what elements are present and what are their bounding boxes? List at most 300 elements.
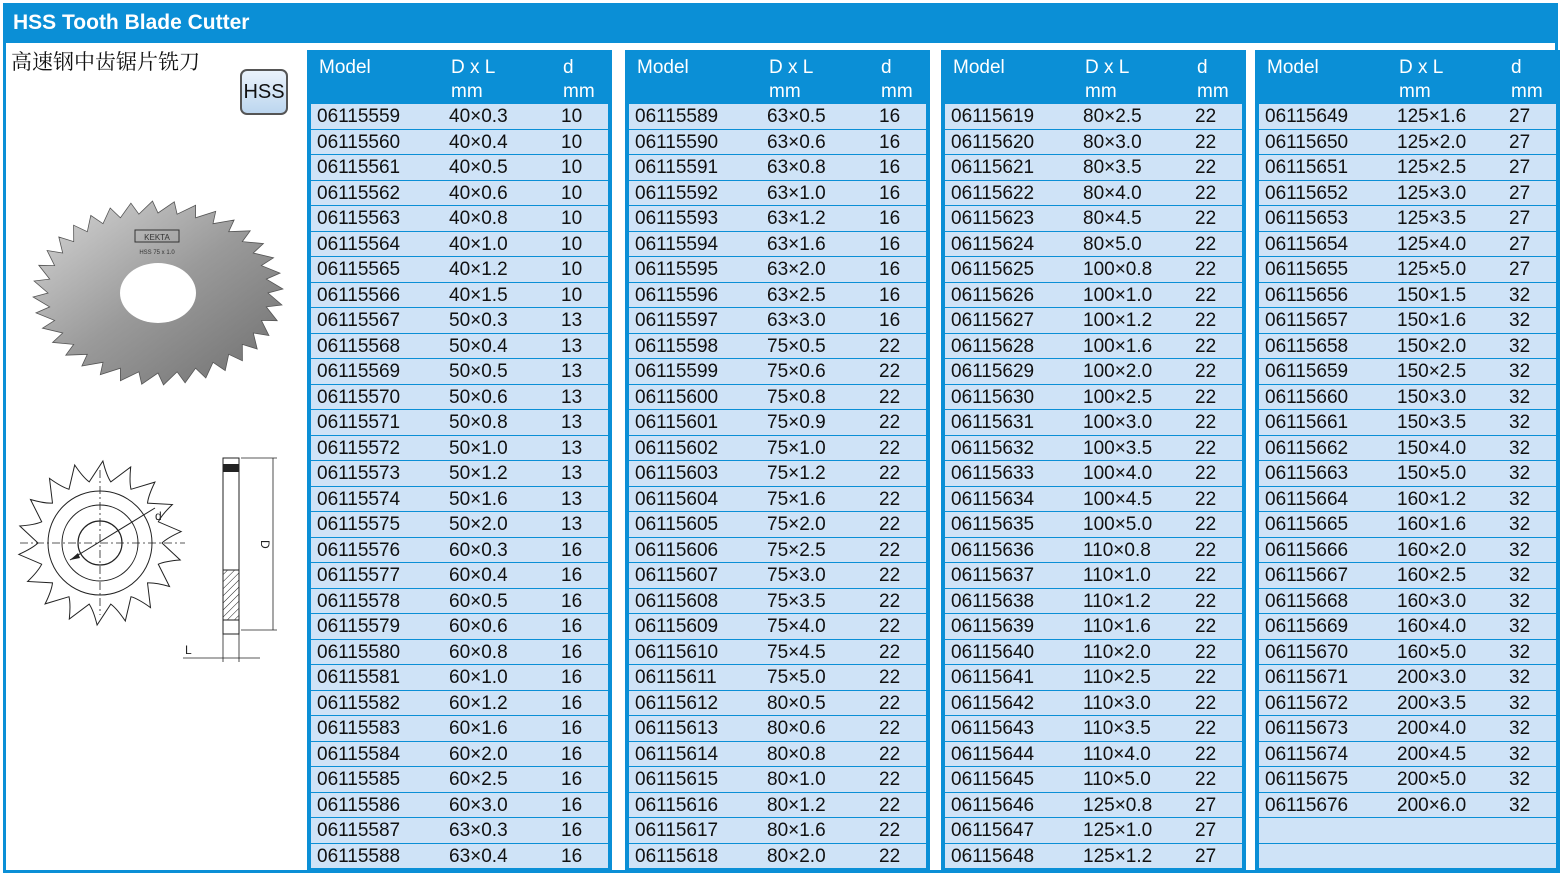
cell-dxl: 60×1.2 [449,692,508,714]
table-row [1259,283,1556,308]
table-row [311,716,608,741]
cell-d: 10 [561,208,583,230]
cell-model: 06115564 [317,233,401,255]
cell-dxl: 75×0.9 [767,412,826,434]
cell-dxl: 40×0.5 [449,157,508,179]
table-row-empty [1259,818,1556,843]
cell-dxl: 125×5.0 [1397,259,1467,281]
technical-drawing [15,450,285,670]
cell-dxl: 60×0.5 [449,590,508,612]
cell-model: 06115645 [951,769,1035,791]
cell-model: 06115583 [317,718,401,740]
cell-d: 22 [1195,743,1217,765]
header-dxl-unit: mm [1399,81,1431,102]
cell-d: 16 [561,641,583,663]
cell-dxl: 40×0.6 [449,182,508,204]
table-row [945,334,1242,359]
bore-dimension-line [70,508,155,560]
cell-dxl: 63×1.2 [767,208,826,230]
cell-model: 06115676 [1265,794,1349,816]
page-title: HSS Tooth Blade Cutter [3,3,1558,43]
cell-model: 06115666 [1265,539,1349,561]
cell-model: 06115640 [951,641,1035,663]
cell-model: 06115597 [635,310,719,332]
cell-dxl: 160×3.0 [1397,590,1467,612]
cell-d: 10 [561,106,583,127]
cell-model: 06115639 [951,616,1035,638]
cell-model: 06115657 [1265,310,1349,332]
table-row [311,818,608,843]
table-row [311,385,608,410]
cell-model: 06115610 [635,641,719,663]
cell-d: 13 [561,412,583,434]
cell-d: 22 [1195,361,1217,383]
cell-d: 22 [1195,565,1217,587]
cell-d: 32 [1509,361,1531,383]
cell-model: 06115623 [951,208,1035,230]
cell-d: 22 [1195,412,1217,434]
cell-dxl: 110×2.0 [1083,641,1151,663]
cell-model: 06115563 [317,208,401,230]
cell-d: 22 [1195,437,1217,459]
cell-dxl: 75×3.5 [767,590,826,612]
side-view-tooth-mark [223,464,239,472]
table-row [1259,308,1556,333]
spec-table-3 [941,50,1246,873]
cell-model: 06115663 [1265,463,1349,485]
cell-d: 22 [1195,641,1217,663]
cell-d: 22 [1195,514,1217,536]
bore-label: d [155,509,162,523]
cell-dxl: 125×2.5 [1397,157,1467,179]
table-row [1259,716,1556,741]
cell-dxl: 200×4.5 [1397,743,1467,765]
table-row [945,359,1242,384]
cell-d: 22 [1195,131,1217,153]
table-row [1259,130,1556,155]
cell-dxl: 63×0.3 [449,820,508,842]
table-header [945,50,1242,104]
cell-model: 06115591 [635,157,719,179]
table-row [629,512,926,537]
cell-dxl: 125×3.5 [1397,208,1467,230]
cell-dxl: 80×1.6 [767,820,826,842]
table-row [945,130,1242,155]
cell-model: 06115598 [635,335,719,357]
table-row [629,206,926,231]
cell-d: 22 [879,794,901,816]
table-row [1259,767,1556,792]
cell-dxl: 150×1.5 [1397,284,1467,306]
cell-d: 22 [1195,208,1217,230]
table-row [629,691,926,716]
cell-dxl: 63×0.6 [767,131,826,153]
table-row [629,742,926,767]
cell-dxl: 80×4.0 [1083,182,1142,204]
cell-d: 22 [879,616,901,638]
cell-dxl: 80×2.5 [1083,106,1142,127]
cell-model: 06115600 [635,386,719,408]
cell-dxl: 75×1.6 [767,488,826,510]
cell-d: 22 [1195,259,1217,281]
cell-d: 16 [561,667,583,689]
cell-dxl: 160×2.0 [1397,539,1467,561]
table-row [311,359,608,384]
cell-dxl: 50×1.0 [449,437,508,459]
table-header [311,50,608,104]
cell-d: 22 [1195,386,1217,408]
cell-d: 32 [1509,692,1531,714]
cell-d: 22 [879,845,901,867]
cell-dxl: 160×1.2 [1397,488,1467,510]
cell-model: 06115643 [951,718,1035,740]
table-row [311,461,608,486]
header-model: Model [319,57,371,78]
cell-d: 16 [561,769,583,791]
cell-d: 27 [1195,794,1217,816]
cell-dxl: 125×0.8 [1083,794,1153,816]
cell-d: 16 [561,718,583,740]
cell-d: 32 [1509,616,1531,638]
cell-dxl: 80×1.2 [767,794,826,816]
cell-dxl: 60×0.3 [449,539,508,561]
cell-dxl: 75×5.0 [767,667,826,689]
cell-dxl: 100×0.8 [1083,259,1153,281]
table-row [629,385,926,410]
cell-model: 06115626 [951,284,1035,306]
header-model: Model [637,57,689,78]
cell-model: 06115594 [635,233,719,255]
cell-model: 06115566 [317,284,401,306]
cell-dxl: 80×3.5 [1083,157,1142,179]
table-row [945,614,1242,639]
cell-dxl: 100×4.0 [1083,463,1153,485]
cell-d: 13 [561,386,583,408]
header-dxl [451,56,495,104]
cell-model: 06115672 [1265,692,1349,714]
cell-d: 16 [879,310,901,332]
table-row [629,614,926,639]
cell-dxl: 125×3.0 [1397,182,1467,204]
cell-model: 06115615 [635,769,719,791]
cell-d: 22 [1195,233,1217,255]
table-row [1259,640,1556,665]
cell-model: 06115619 [951,106,1035,127]
cell-d: 16 [561,845,583,867]
blade-stamp-text: KEKTA [144,233,170,242]
cell-dxl: 125×2.0 [1397,131,1467,153]
cell-d: 32 [1509,514,1531,536]
table-row [311,614,608,639]
cell-d: 32 [1509,412,1531,434]
table-row [945,487,1242,512]
cell-dxl: 40×1.5 [449,284,508,306]
cell-dxl: 40×1.0 [449,233,508,255]
table-row [629,181,926,206]
table-row [311,538,608,563]
cell-dxl: 75×2.0 [767,514,826,536]
table-row [945,155,1242,180]
table-row [629,283,926,308]
table-row [945,232,1242,257]
header-dxl-unit: mm [451,81,483,102]
cell-dxl: 110×1.2 [1083,590,1151,612]
cell-d: 10 [561,259,583,281]
cell-model: 06115571 [317,412,401,434]
cell-model: 06115585 [317,769,401,791]
cell-dxl: 160×5.0 [1397,641,1467,663]
header-dxl-label: D x L [1399,57,1444,78]
header-dxl-label: D x L [451,57,496,78]
cell-dxl: 100×1.0 [1083,284,1153,306]
cell-model: 06115572 [317,437,401,459]
cell-dxl: 100×2.5 [1083,386,1153,408]
table-row [311,181,608,206]
cell-dxl: 40×0.3 [449,106,508,127]
cell-model: 06115669 [1265,616,1349,638]
cell-d: 22 [1195,157,1217,179]
cell-model: 06115654 [1265,233,1349,255]
cell-dxl: 110×3.0 [1083,692,1151,714]
table-row [1259,614,1556,639]
cell-d: 22 [879,437,901,459]
cell-dxl: 75×0.6 [767,361,826,383]
cell-model: 06115602 [635,437,719,459]
cell-dxl: 110×1.6 [1083,616,1151,638]
cell-d: 13 [561,463,583,485]
table-row [629,716,926,741]
cell-dxl: 110×4.0 [1083,743,1151,765]
cell-d: 22 [1195,284,1217,306]
cell-dxl: 63×1.0 [767,182,826,204]
cell-model: 06115599 [635,361,719,383]
cell-d: 22 [1195,769,1217,791]
cell-model: 06115620 [951,131,1035,153]
table-row [1259,104,1556,129]
cell-dxl: 60×2.0 [449,743,508,765]
cell-d: 32 [1509,437,1531,459]
table-row [1259,691,1556,716]
table-row [945,538,1242,563]
cell-model: 06115612 [635,692,719,714]
cell-d: 22 [879,743,901,765]
table-row [311,640,608,665]
cell-model: 06115588 [317,845,401,867]
header-d-label: d [1197,57,1208,78]
cell-dxl: 63×3.0 [767,310,826,332]
cell-model: 06115661 [1265,412,1349,434]
cell-d: 13 [561,488,583,510]
cell-model: 06115671 [1265,667,1349,689]
cell-dxl: 63×0.8 [767,157,826,179]
cell-dxl: 75×4.5 [767,641,826,663]
cell-model: 06115587 [317,820,401,842]
cell-model: 06115642 [951,692,1035,714]
table-row [945,691,1242,716]
cell-model: 06115625 [951,259,1035,281]
cell-model: 06115574 [317,488,401,510]
table-row [629,538,926,563]
header-d-unit: mm [563,81,595,102]
table-row [945,308,1242,333]
cell-d: 16 [561,820,583,842]
table-row [311,283,608,308]
cell-d: 32 [1509,667,1531,689]
cell-dxl: 100×3.0 [1083,412,1153,434]
cell-model: 06115667 [1265,565,1349,587]
cell-dxl: 75×1.0 [767,437,826,459]
table-row [311,155,608,180]
cell-model: 06115589 [635,106,719,127]
cell-dxl: 110×2.5 [1083,667,1151,689]
cell-dxl: 200×6.0 [1397,794,1467,816]
cell-dxl: 50×1.2 [449,463,508,485]
cell-model: 06115632 [951,437,1035,459]
table-row [1259,665,1556,690]
cell-model: 06115624 [951,233,1035,255]
cell-d: 32 [1509,590,1531,612]
header-d [881,56,913,104]
table-row [311,665,608,690]
cell-dxl: 80×1.0 [767,769,826,791]
table-row [629,334,926,359]
cell-model: 06115576 [317,539,401,561]
cell-d: 13 [561,514,583,536]
table-row [1259,436,1556,461]
table-row [629,818,926,843]
table-row [629,793,926,818]
cell-dxl: 75×0.5 [767,335,826,357]
cell-dxl: 100×1.2 [1083,310,1153,332]
table-row [311,232,608,257]
cell-model: 06115595 [635,259,719,281]
table-row [945,793,1242,818]
cell-model: 06115618 [635,845,719,867]
cell-model: 06115646 [951,794,1035,816]
cell-model: 06115604 [635,488,719,510]
cell-dxl: 80×0.5 [767,692,826,714]
table-row [1259,410,1556,435]
cell-d: 22 [879,769,901,791]
table-row [945,410,1242,435]
cell-d: 16 [561,794,583,816]
header-model: Model [953,57,1005,78]
header-d-label: d [1511,57,1522,78]
cell-d: 22 [1195,616,1217,638]
cell-model: 06115636 [951,539,1035,561]
cell-model: 06115569 [317,361,401,383]
table-row [1259,563,1556,588]
cell-model: 06115629 [951,361,1035,383]
cell-model: 06115590 [635,131,719,153]
cell-dxl: 150×2.5 [1397,361,1467,383]
cell-d: 16 [561,565,583,587]
cell-model: 06115561 [317,157,401,179]
cell-model: 06115582 [317,692,401,714]
cell-d: 22 [879,463,901,485]
table-row [629,665,926,690]
cell-dxl: 100×5.0 [1083,514,1153,536]
cell-d: 22 [879,667,901,689]
table-row [1259,487,1556,512]
table-row [629,104,926,129]
cell-model: 06115617 [635,820,719,842]
cell-d: 32 [1509,565,1531,587]
cell-d: 16 [879,157,901,179]
cell-d: 16 [879,284,901,306]
cell-model: 06115605 [635,514,719,536]
cell-dxl: 110×0.8 [1083,539,1151,561]
cell-model: 06115584 [317,743,401,765]
cell-d: 16 [879,233,901,255]
table-row [311,334,608,359]
cell-dxl: 60×0.8 [449,641,508,663]
cell-dxl: 150×1.6 [1397,310,1467,332]
cell-d: 22 [1195,182,1217,204]
cell-dxl: 40×1.2 [449,259,508,281]
header-d [563,56,595,104]
blade-photo [30,200,290,390]
cell-model: 06115581 [317,667,401,689]
table-row [1259,538,1556,563]
header-dxl-unit: mm [769,81,801,102]
table-row [311,436,608,461]
blade-marking-text: HSS 75 x 1.0 [139,250,175,256]
cell-dxl: 80×5.0 [1083,233,1142,255]
table-row [629,155,926,180]
cell-d: 32 [1509,794,1531,816]
cell-dxl: 40×0.4 [449,131,508,153]
cell-d: 10 [561,182,583,204]
table-row [629,257,926,282]
cell-d: 22 [879,361,901,383]
cell-dxl: 50×0.6 [449,386,508,408]
table-row [1259,742,1556,767]
table-row [1259,461,1556,486]
cell-dxl: 80×0.6 [767,718,826,740]
header-d-unit: mm [1511,81,1543,102]
cell-dxl: 125×1.0 [1083,820,1153,842]
cell-d: 22 [879,488,901,510]
table-row [945,512,1242,537]
table-row [945,283,1242,308]
cell-model: 06115652 [1265,182,1349,204]
table-row [945,385,1242,410]
cell-d: 13 [561,335,583,357]
header-d-label: d [563,57,574,78]
cell-model: 06115596 [635,284,719,306]
cell-dxl: 80×2.0 [767,845,826,867]
cell-d: 16 [561,539,583,561]
cell-model: 06115622 [951,182,1035,204]
table-row [945,436,1242,461]
table-row [629,232,926,257]
table-row [945,257,1242,282]
cell-dxl: 160×4.0 [1397,616,1467,638]
header-dxl-unit: mm [1085,81,1117,102]
table-row [311,410,608,435]
cell-model: 06115648 [951,845,1035,867]
cell-model: 06115635 [951,514,1035,536]
cell-model: 06115631 [951,412,1035,434]
cell-model: 06115579 [317,616,401,638]
cell-model: 06115559 [317,106,401,127]
cell-model: 06115651 [1265,157,1349,179]
cell-model: 06115630 [951,386,1035,408]
cell-model: 06115644 [951,743,1035,765]
cell-d: 32 [1509,641,1531,663]
table-row [945,206,1242,231]
